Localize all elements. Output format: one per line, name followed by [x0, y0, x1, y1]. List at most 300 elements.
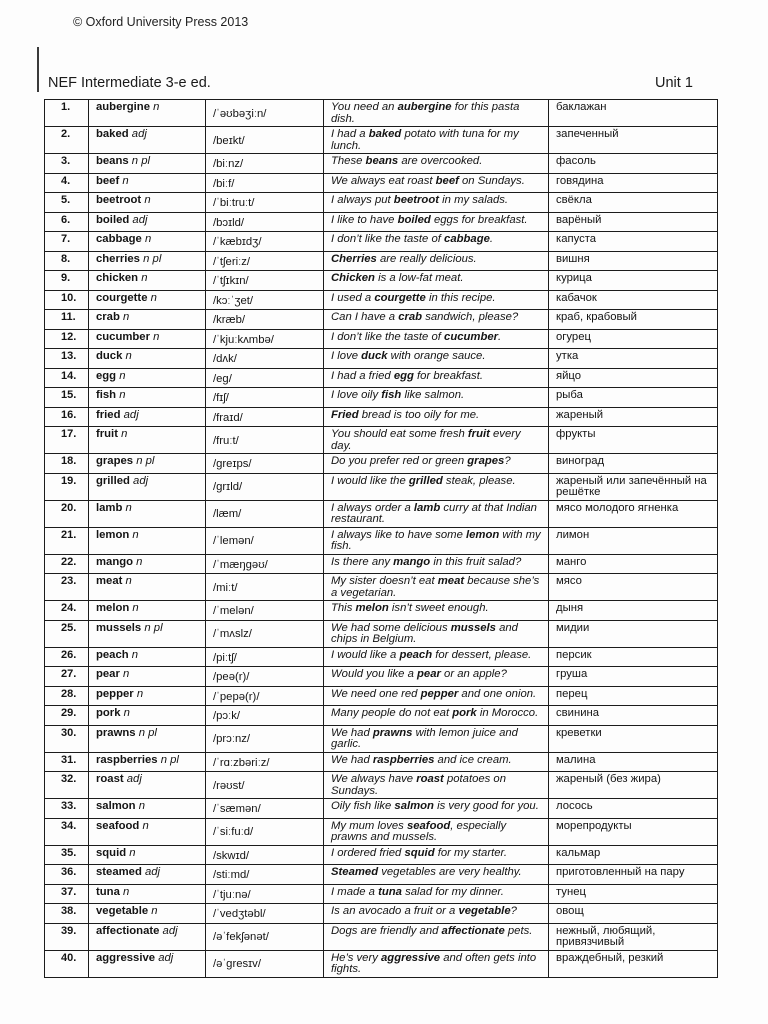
entry-pronunciation: /kɔːˈʒet/	[206, 290, 324, 310]
entry-number: 15.	[45, 388, 89, 408]
part-of-speech: n	[151, 905, 158, 917]
example-text-before: I always like to have some	[331, 528, 466, 541]
entry-word-cell	[89, 232, 206, 252]
vocabulary-row	[45, 574, 718, 601]
example-keyword: aubergine	[397, 101, 452, 113]
example-text-before: You should eat some fresh	[331, 428, 468, 440]
example-text-before: Is there any	[331, 555, 394, 568]
entry-number: 7.	[45, 232, 89, 252]
example-text-before: I love	[331, 350, 362, 362]
part-of-speech: n	[144, 233, 152, 245]
entry-pronunciation: /ˈsæmən/	[206, 799, 324, 819]
example-text-after: for dessert, please.	[432, 648, 532, 661]
part-of-speech: n	[131, 648, 139, 661]
entry-word: mango	[96, 555, 134, 568]
entry-pronunciation: /əˈgresɪv/	[206, 950, 324, 977]
example-text-before: Is an avocado a fruit or a	[331, 905, 459, 917]
example-text-after: and chips in Belgium.	[331, 621, 518, 645]
entry-pronunciation: /ˈtjuːnə/	[206, 884, 324, 904]
entry-word-cell	[89, 950, 206, 977]
entry-number: 5.	[45, 193, 89, 213]
entry-word-cell	[89, 127, 206, 154]
example-keyword: meat	[437, 575, 465, 587]
example-text-after: in Morocco.	[476, 707, 539, 719]
entry-pronunciation: /ˈmʌslz/	[206, 620, 324, 647]
part-of-speech: n	[123, 707, 130, 719]
entry-pronunciation: /greɪps/	[206, 454, 324, 474]
vocabulary-row	[45, 620, 718, 647]
vocabulary-row	[45, 554, 718, 574]
entry-word-cell	[89, 884, 206, 904]
entry-pronunciation: /ˈpepə(r)/	[206, 686, 324, 706]
entry-pronunciation: /peə(r)/	[206, 667, 324, 687]
example-keyword: mango	[393, 555, 431, 568]
entry-pronunciation: /biːf/	[206, 173, 324, 193]
entry-word: egg	[96, 369, 117, 382]
example-text-before: Can I have a	[331, 311, 399, 323]
example-text-after: eggs for breakfast.	[430, 213, 528, 226]
example-text-before: I like to have	[331, 213, 398, 226]
example-text-after: in this fruit salad?	[430, 555, 522, 568]
entry-translation: баклажан	[549, 100, 718, 127]
entry-word: boiled	[96, 213, 130, 226]
example-keyword: lemon	[466, 528, 500, 541]
entry-example-cell	[324, 232, 549, 252]
example-keyword: crab	[398, 311, 423, 323]
entry-word: fish	[96, 389, 117, 401]
part-of-speech: n	[132, 528, 139, 541]
example-text-after: in this recipe.	[425, 291, 496, 304]
entry-word-cell	[89, 473, 206, 500]
entry-number: 9.	[45, 271, 89, 291]
entry-number: 1.	[45, 100, 89, 127]
entry-word-cell	[89, 601, 206, 621]
example-text-before: We always have	[331, 773, 417, 785]
entry-translation: креветки	[549, 725, 718, 752]
entry-example-cell	[324, 212, 549, 232]
example-text-before: We always eat roast	[331, 174, 436, 187]
entry-word-cell	[89, 647, 206, 667]
example-text-after: is a low-fat meat.	[374, 272, 464, 284]
example-text-before: We had	[331, 726, 373, 739]
entry-example-cell	[324, 686, 549, 706]
example-text-after: for breakfast.	[413, 369, 483, 382]
entry-translation: дыня	[549, 601, 718, 621]
example-keyword: lamb	[413, 501, 441, 514]
entry-word: aubergine	[96, 101, 150, 113]
entry-pronunciation: /ˈmæŋgəʊ/	[206, 554, 324, 574]
unit-label: Unit 1	[655, 75, 693, 91]
example-text-after: isn’t sweet enough.	[388, 602, 489, 614]
part-of-speech: adj	[131, 128, 147, 140]
example-text-before: We had some delicious	[331, 621, 451, 634]
entry-example-cell	[324, 772, 549, 799]
entry-pronunciation: /læm/	[206, 500, 324, 527]
entry-pronunciation: /piːtʃ/	[206, 647, 324, 667]
entry-word: steamed	[96, 866, 142, 878]
vocabulary-row	[45, 884, 718, 904]
example-text-before: I ordered fried	[331, 846, 405, 859]
example-text-before: My mum loves	[331, 819, 407, 832]
entry-example-cell	[324, 904, 549, 924]
entry-word: crab	[96, 311, 120, 323]
example-keyword: Chicken	[331, 272, 375, 284]
entry-number: 20.	[45, 500, 89, 527]
example-keyword: duck	[361, 350, 388, 362]
entry-word: beans	[96, 155, 129, 167]
entry-number: 8.	[45, 251, 89, 271]
entry-word-cell	[89, 554, 206, 574]
entry-word-cell	[89, 310, 206, 330]
entry-word-cell	[89, 799, 206, 819]
part-of-speech: n	[122, 174, 129, 187]
example-text-after: bread is too oily for me.	[358, 408, 480, 421]
entry-translation: огурец	[549, 329, 718, 349]
vocabulary-row	[45, 329, 718, 349]
entry-pronunciation: /ˈəʊbəʒiːn/	[206, 100, 324, 127]
entry-translation: персик	[549, 647, 718, 667]
entry-word-cell	[89, 667, 206, 687]
entry-word: fruit	[96, 428, 118, 440]
entry-pronunciation: /ˈkjuːkʌmbə/	[206, 329, 324, 349]
entry-example-cell	[324, 329, 549, 349]
entry-example-cell	[324, 647, 549, 667]
part-of-speech: n pl	[138, 726, 157, 739]
example-text-after: because she’s a vegetarian.	[331, 575, 540, 599]
entry-number: 23.	[45, 574, 89, 601]
example-text-before: I don’t like the taste of	[331, 233, 445, 245]
example-text-before: I don’t like the taste of	[331, 330, 445, 343]
vocabulary-row	[45, 127, 718, 154]
entry-number: 28.	[45, 686, 89, 706]
entry-word-cell	[89, 574, 206, 601]
vocabulary-row	[45, 290, 718, 310]
entry-word-cell	[89, 752, 206, 772]
example-text-after: steak, please.	[442, 474, 516, 487]
entry-word: cucumber	[96, 330, 150, 343]
entry-pronunciation: /bɔɪld/	[206, 212, 324, 232]
example-text-after: pets.	[504, 924, 533, 937]
vocabulary-row	[45, 799, 718, 819]
entry-word: pear	[96, 668, 120, 680]
entry-example-cell	[324, 127, 549, 154]
entry-word: fried	[96, 408, 121, 421]
entry-translation: свёкла	[549, 193, 718, 213]
example-text-after: ?	[510, 905, 517, 917]
entry-translation: рыба	[549, 388, 718, 408]
vocabulary-row	[45, 427, 718, 454]
entry-example-cell	[324, 725, 549, 752]
entry-example-cell	[324, 173, 549, 193]
example-keyword: beans	[365, 155, 399, 167]
entry-translation: кабачок	[549, 290, 718, 310]
entry-word-cell	[89, 500, 206, 527]
entry-pronunciation: /ˈmelən/	[206, 601, 324, 621]
example-keyword: courgette	[374, 291, 426, 304]
entry-pronunciation: /ˈtʃeriːz/	[206, 251, 324, 271]
example-text-after: .	[498, 330, 502, 343]
example-text-after: vegetables are very healthy.	[378, 866, 522, 878]
entry-word: raspberries	[96, 753, 158, 766]
entry-number: 19.	[45, 473, 89, 500]
example-text-before: We had	[331, 753, 373, 766]
entry-translation: груша	[549, 667, 718, 687]
entry-word-cell	[89, 706, 206, 726]
example-text-before: I had a fried	[331, 369, 394, 382]
entry-word: duck	[96, 350, 123, 362]
entry-example-cell	[324, 845, 549, 865]
example-keyword: baked	[368, 128, 402, 140]
entry-word-cell	[89, 772, 206, 799]
example-text-before: My sister doesn’t eat	[331, 575, 438, 587]
example-text-before: This	[331, 602, 356, 614]
part-of-speech: n	[132, 602, 139, 614]
entry-example-cell	[324, 349, 549, 369]
vocabulary-row	[45, 667, 718, 687]
entry-number: 22.	[45, 554, 89, 574]
entry-word: tuna	[96, 885, 120, 898]
example-text-before: Do you prefer red or green	[331, 455, 468, 467]
example-text-before: Would you like a	[331, 668, 418, 680]
entry-word-cell	[89, 193, 206, 213]
entry-word-cell	[89, 818, 206, 845]
entry-translation: варёный	[549, 212, 718, 232]
vocabulary-row	[45, 271, 718, 291]
entry-number: 17.	[45, 427, 89, 454]
entry-example-cell	[324, 251, 549, 271]
entry-example-cell	[324, 310, 549, 330]
part-of-speech: n	[141, 272, 148, 284]
example-text-after: are overcooked.	[398, 155, 483, 167]
example-text-after: potato with tuna for my lunch.	[331, 128, 519, 152]
part-of-speech: n	[142, 819, 149, 832]
entry-translation: малина	[549, 752, 718, 772]
vocabulary-row	[45, 818, 718, 845]
entry-pronunciation: /fruːt/	[206, 427, 324, 454]
example-text-after: potatoes on Sundays.	[331, 773, 506, 797]
entry-example-cell	[324, 574, 549, 601]
entry-word-cell	[89, 620, 206, 647]
entry-pronunciation: /rəʊst/	[206, 772, 324, 799]
entry-translation: жареный (без жира)	[549, 772, 718, 799]
entry-translation: мясо	[549, 574, 718, 601]
entry-word: melon	[96, 602, 130, 614]
vocabulary-row	[45, 706, 718, 726]
entry-word-cell	[89, 407, 206, 427]
vocabulary-row	[45, 388, 718, 408]
entry-number: 10.	[45, 290, 89, 310]
example-text-after: in my salads.	[439, 194, 509, 206]
part-of-speech: n	[153, 330, 160, 343]
entry-pronunciation: /ˈlemən/	[206, 527, 324, 554]
example-text-after: are really delicious.	[376, 252, 477, 265]
entry-number: 31.	[45, 752, 89, 772]
vocabulary-row	[45, 154, 718, 174]
part-of-speech: adj	[133, 474, 149, 487]
entry-translation: яйцо	[549, 368, 718, 388]
example-keyword: pork	[452, 707, 477, 719]
example-keyword: cabbage	[444, 233, 490, 245]
entry-word: pork	[96, 707, 121, 719]
entry-word: grilled	[96, 474, 130, 487]
example-text-after: for this pasta dish.	[331, 101, 520, 125]
entry-example-cell	[324, 923, 549, 950]
entry-example-cell	[324, 154, 549, 174]
part-of-speech: n	[144, 194, 151, 206]
example-text-after: and one onion.	[458, 687, 537, 700]
entry-example-cell	[324, 752, 549, 772]
example-keyword: cucumber	[444, 330, 499, 343]
part-of-speech: n	[119, 389, 126, 401]
example-keyword: Cherries	[331, 252, 377, 265]
vocabulary-row	[45, 454, 718, 474]
example-keyword: aggressive	[381, 951, 441, 964]
entry-number: 11.	[45, 310, 89, 330]
example-keyword: beetroot	[393, 194, 439, 206]
entry-pronunciation: /ˈsiːfuːd/	[206, 818, 324, 845]
example-text-after: for my starter.	[434, 846, 507, 859]
entry-word-cell	[89, 100, 206, 127]
vocabulary-row	[45, 349, 718, 369]
example-text-before: Oily fish like	[331, 800, 395, 812]
entry-number: 6.	[45, 212, 89, 232]
example-text-after: is very good for you.	[433, 800, 539, 812]
entry-word: cabbage	[96, 233, 142, 245]
entry-word: beef	[96, 174, 120, 187]
entry-word: beetroot	[96, 194, 142, 206]
part-of-speech: n	[129, 846, 136, 859]
entry-word: grapes	[96, 455, 134, 467]
entry-translation: лосось	[549, 799, 718, 819]
example-keyword: vegetable	[458, 905, 511, 917]
entry-example-cell	[324, 290, 549, 310]
entry-word-cell	[89, 154, 206, 174]
entry-number: 12.	[45, 329, 89, 349]
entry-number: 21.	[45, 527, 89, 554]
entry-translation: жареный или запечённый на решётке	[549, 473, 718, 500]
entry-example-cell	[324, 950, 549, 977]
example-text-after: curry at that Indian restaurant.	[331, 501, 537, 525]
example-text-after: sandwich, please?	[422, 311, 519, 323]
entry-translation: жареный	[549, 407, 718, 427]
entry-word-cell	[89, 388, 206, 408]
example-text-after: or an apple?	[440, 668, 507, 680]
scan-margin-mark	[37, 47, 39, 92]
entry-pronunciation: /ˈvedʒtəbl/	[206, 904, 324, 924]
entry-pronunciation: /biːnz/	[206, 154, 324, 174]
part-of-speech: n	[136, 687, 144, 700]
example-text-after: on Sundays.	[458, 174, 525, 187]
entry-example-cell	[324, 620, 549, 647]
example-text-after: with orange sauce.	[387, 350, 486, 362]
entry-word-cell	[89, 368, 206, 388]
entry-word: affectionate	[96, 924, 160, 937]
entry-example-cell	[324, 407, 549, 427]
entry-translation: вишня	[549, 251, 718, 271]
entry-translation: фрукты	[549, 427, 718, 454]
part-of-speech: n pl	[136, 455, 155, 467]
example-text-before: We need one red	[331, 687, 421, 700]
entry-word: cherries	[96, 252, 140, 265]
entry-number: 30.	[45, 725, 89, 752]
entry-translation: приготовленный на пару	[549, 865, 718, 885]
example-text-after: ?	[504, 455, 511, 467]
entry-word-cell	[89, 904, 206, 924]
entry-number: 32.	[45, 772, 89, 799]
entry-number: 29.	[45, 706, 89, 726]
entry-number: 2.	[45, 127, 89, 154]
example-text-after: and often gets into fights.	[331, 951, 537, 975]
entry-pronunciation: /pɔːk/	[206, 706, 324, 726]
vocabulary-row	[45, 923, 718, 950]
entry-translation: курица	[549, 271, 718, 291]
example-text-after: like salmon.	[401, 389, 465, 401]
example-keyword: Steamed	[331, 866, 379, 878]
entry-word: peach	[96, 648, 129, 661]
part-of-speech: n	[153, 101, 160, 113]
entry-word: meat	[96, 575, 123, 587]
example-keyword: Fried	[331, 408, 359, 421]
entry-translation: запеченный	[549, 127, 718, 154]
entry-pronunciation: /dʌk/	[206, 349, 324, 369]
entry-pronunciation: /eg/	[206, 368, 324, 388]
entry-example-cell	[324, 500, 549, 527]
part-of-speech: n pl	[143, 252, 162, 265]
example-keyword: melon	[355, 602, 389, 614]
entry-translation: мидии	[549, 620, 718, 647]
vocabulary-row	[45, 647, 718, 667]
entry-word: chicken	[96, 272, 139, 284]
entry-translation: морепродукты	[549, 818, 718, 845]
example-text-after: and ice cream.	[434, 753, 512, 766]
part-of-speech: n	[125, 501, 132, 514]
entry-translation: фасоль	[549, 154, 718, 174]
part-of-speech: adj	[162, 924, 178, 937]
entry-word: vegetable	[96, 905, 149, 917]
entry-number: 39.	[45, 923, 89, 950]
example-text-before: These	[331, 155, 366, 167]
entry-number: 25.	[45, 620, 89, 647]
example-text-before: Many people do not eat	[331, 707, 453, 719]
entry-number: 33.	[45, 799, 89, 819]
entry-word: prawns	[96, 726, 136, 739]
entry-translation: виноград	[549, 454, 718, 474]
entry-pronunciation: /miːt/	[206, 574, 324, 601]
vocabulary-row	[45, 725, 718, 752]
entry-word-cell	[89, 845, 206, 865]
entry-example-cell	[324, 554, 549, 574]
example-keyword: beef	[435, 174, 459, 187]
example-text-before: You need an	[331, 101, 398, 113]
entry-number: 35.	[45, 845, 89, 865]
entry-number: 3.	[45, 154, 89, 174]
entry-translation: враждебный, резкий	[549, 950, 718, 977]
entry-number: 34.	[45, 818, 89, 845]
entry-word: pepper	[96, 687, 134, 700]
part-of-speech: n	[123, 885, 130, 898]
entry-word: lamb	[96, 501, 123, 514]
example-keyword: peach	[399, 648, 433, 661]
vocabulary-row	[45, 193, 718, 213]
entry-pronunciation: /prɔːnz/	[206, 725, 324, 752]
example-text-before: Dogs are friendly and	[331, 924, 442, 937]
entry-word-cell	[89, 349, 206, 369]
part-of-speech: n pl	[160, 753, 179, 766]
example-text-after: , especially prawns and mussels.	[331, 819, 507, 843]
part-of-speech: n	[125, 575, 132, 587]
entry-word-cell	[89, 923, 206, 950]
entry-pronunciation: /skwɪd/	[206, 845, 324, 865]
